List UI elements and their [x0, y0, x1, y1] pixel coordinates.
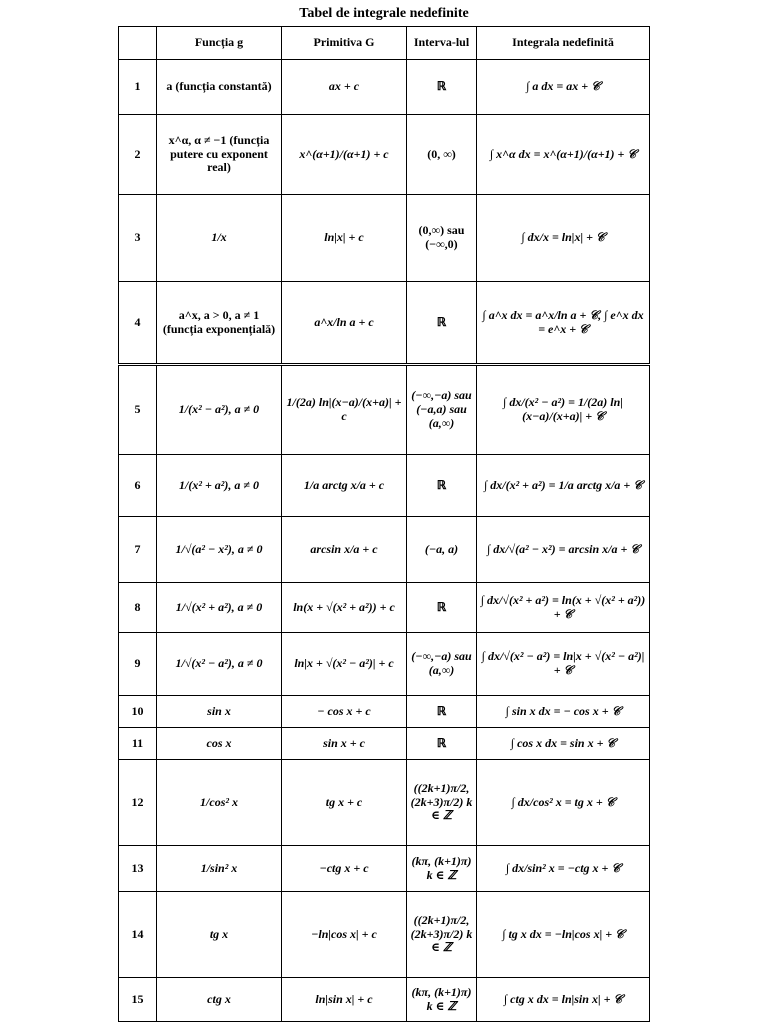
table-row	[119, 892, 650, 978]
cell-function: 1/√(x² + a²), a ≠ 0	[157, 583, 282, 633]
cell-primitive: ax + c	[282, 60, 407, 115]
integrals-table-part-2	[118, 365, 650, 1022]
cell-primitive: ln|x + √(x² − a²)| + c	[282, 633, 407, 696]
row-number: 7	[119, 517, 157, 583]
header-primitive: Primitiva G	[282, 27, 407, 60]
cell-function: x^α, α ≠ −1 (funcția putere cu exponent real)	[157, 115, 282, 195]
cell-interval: (−∞,−a) sau (a,∞)	[407, 633, 477, 696]
cell-interval: ℝ	[407, 60, 477, 115]
row-number: 10	[119, 696, 157, 728]
cell-function: 1/cos² x	[157, 760, 282, 846]
cell-primitive: − cos x + c	[282, 696, 407, 728]
cell-integral: ∫ dx/x = ln|x| + 𝒞	[477, 195, 650, 282]
cell-interval: ((2k+1)π/2, (2k+3)π/2) k ∈ ℤ	[407, 760, 477, 846]
cell-primitive: tg x + c	[282, 760, 407, 846]
table-row	[119, 633, 650, 696]
row-number: 2	[119, 115, 157, 195]
row-number: 3	[119, 195, 157, 282]
row-number: 14	[119, 892, 157, 978]
table-row	[119, 696, 650, 728]
cell-integral: ∫ x^α dx = x^(α+1)/(α+1) + 𝒞	[477, 115, 650, 195]
cell-function: 1/x	[157, 195, 282, 282]
table-row	[119, 195, 650, 282]
cell-interval: ℝ	[407, 728, 477, 760]
header-function: Funcția g	[157, 27, 282, 60]
cell-interval: (0,∞) sau (−∞,0)	[407, 195, 477, 282]
header-interval: Interva-lul	[407, 27, 477, 60]
cell-primitive: a^x/ln a + c	[282, 282, 407, 364]
cell-integral: ∫ tg x dx = −ln|cos x| + 𝒞	[477, 892, 650, 978]
table-row	[119, 366, 650, 455]
cell-integral: ∫ a^x dx = a^x/ln a + 𝒞, ∫ e^x dx = e^x + 𝒞	[477, 282, 650, 364]
row-number: 11	[119, 728, 157, 760]
cell-integral: ∫ a dx = ax + 𝒞	[477, 60, 650, 115]
cell-primitive: ln|sin x| + c	[282, 978, 407, 1022]
table-row	[119, 728, 650, 760]
cell-interval: (0, ∞)	[407, 115, 477, 195]
cell-interval: ℝ	[407, 583, 477, 633]
row-number: 6	[119, 455, 157, 517]
cell-integral: ∫ dx/√(x² + a²) = ln(x + √(x² + a²)) + 𝒞	[477, 583, 650, 633]
table-row	[119, 517, 650, 583]
row-number: 5	[119, 366, 157, 455]
cell-interval: (−∞,−a) sau (−a,a) sau (a,∞)	[407, 366, 477, 455]
integrals-table-part-1	[118, 26, 650, 364]
table-row	[119, 60, 650, 115]
table-row	[119, 282, 650, 364]
cell-integral: ∫ dx/(x² + a²) = 1/a arctg x/a + 𝒞	[477, 455, 650, 517]
cell-interval: ℝ	[407, 455, 477, 517]
cell-integral: ∫ dx/(x² − a²) = 1/(2a) ln|(x−a)/(x+a)| + 𝒞	[477, 366, 650, 455]
table-row	[119, 846, 650, 892]
table-row	[119, 978, 650, 1022]
cell-primitive: ln(x + √(x² + a²)) + c	[282, 583, 407, 633]
cell-interval: ℝ	[407, 282, 477, 364]
cell-primitive: sin x + c	[282, 728, 407, 760]
table-row	[119, 455, 650, 517]
table-row	[119, 583, 650, 633]
cell-interval: ℝ	[407, 696, 477, 728]
row-number: 4	[119, 282, 157, 364]
cell-interval: ((2k+1)π/2, (2k+3)π/2) k ∈ ℤ	[407, 892, 477, 978]
row-number: 1	[119, 60, 157, 115]
table-row	[119, 760, 650, 846]
cell-function: ctg x	[157, 978, 282, 1022]
cell-integral: ∫ dx/√(x² − a²) = ln|x + √(x² − a²)| + 𝒞	[477, 633, 650, 696]
cell-function: 1/(x² − a²), a ≠ 0	[157, 366, 282, 455]
row-number: 13	[119, 846, 157, 892]
cell-integral: ∫ sin x dx = − cos x + 𝒞	[477, 696, 650, 728]
cell-interval: (kπ, (k+1)π) k ∈ ℤ	[407, 978, 477, 1022]
cell-function: tg x	[157, 892, 282, 978]
cell-integral: ∫ dx/cos² x = tg x + 𝒞	[477, 760, 650, 846]
cell-integral: ∫ dx/√(a² − x²) = arcsin x/a + 𝒞	[477, 517, 650, 583]
cell-function: 1/sin² x	[157, 846, 282, 892]
table-row	[119, 115, 650, 195]
cell-function: cos x	[157, 728, 282, 760]
row-number: 8	[119, 583, 157, 633]
cell-integral: ∫ dx/sin² x = −ctg x + 𝒞	[477, 846, 650, 892]
cell-primitive: 1/(2a) ln|(x−a)/(x+a)| + c	[282, 366, 407, 455]
row-number: 12	[119, 760, 157, 846]
cell-primitive: arcsin x/a + c	[282, 517, 407, 583]
cell-function: 1/√(x² − a²), a ≠ 0	[157, 633, 282, 696]
cell-primitive: −ln|cos x| + c	[282, 892, 407, 978]
cell-primitive: −ctg x + c	[282, 846, 407, 892]
cell-function: a (funcția constantă)	[157, 60, 282, 115]
header-number	[119, 27, 157, 60]
cell-function: sin x	[157, 696, 282, 728]
page-title: Tabel de integrale nedefinite	[299, 6, 469, 21]
row-number: 9	[119, 633, 157, 696]
cell-primitive: 1/a arctg x/a + c	[282, 455, 407, 517]
cell-primitive: x^(α+1)/(α+1) + c	[282, 115, 407, 195]
cell-primitive: ln|x| + c	[282, 195, 407, 282]
cell-function: a^x, a > 0, a ≠ 1 (funcția exponențială)	[157, 282, 282, 364]
cell-integral: ∫ cos x dx = sin x + 𝒞	[477, 728, 650, 760]
header-integral: Integrala nedefinită	[477, 27, 650, 60]
cell-integral: ∫ ctg x dx = ln|sin x| + 𝒞	[477, 978, 650, 1022]
cell-interval: (kπ, (k+1)π) k ∈ ℤ	[407, 846, 477, 892]
row-number: 15	[119, 978, 157, 1022]
table-header-row	[119, 27, 650, 60]
cell-function: 1/(x² + a²), a ≠ 0	[157, 455, 282, 517]
cell-interval: (−a, a)	[407, 517, 477, 583]
cell-function: 1/√(a² − x²), a ≠ 0	[157, 517, 282, 583]
